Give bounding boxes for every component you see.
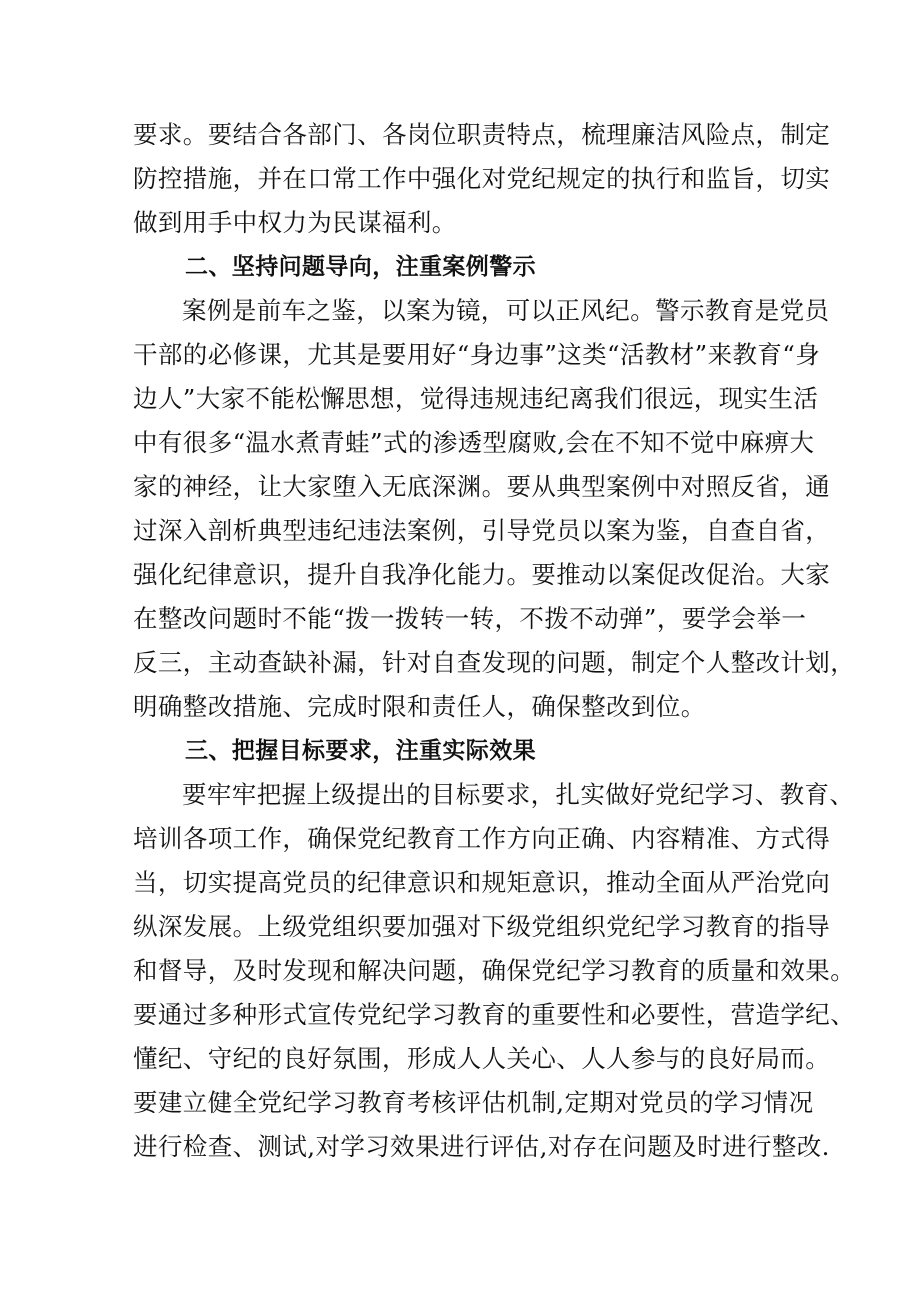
section-heading-2: 二、坚持问题导向，注重案例警示 <box>185 254 536 280</box>
body-text-line: 中有很多“温水煮青蛙”式的渗透型腐败,会在不知不觉中麻痹大 <box>133 428 815 457</box>
body-text-line: 反三，主动查缺补漏，针对自查发现的问题，制定个人整改计划， <box>133 648 856 677</box>
body-text-line: 要牢牢把握上级提出的目标要求，扎实做好党纪学习、教育、 <box>182 780 855 809</box>
body-text-line: 当，切实提高党员的纪律意识和规矩意识，推动全面从严治党向 <box>133 868 831 897</box>
body-text-line: 干部的必修课，尤其是要用好“身边事”这类“活教材”来教育“身 <box>133 340 821 369</box>
section-heading-3: 三、把握目标要求，注重实际效果 <box>185 738 536 764</box>
body-text-line: 要建立健全党纪学习教育考核评估机制,定期对党员的学习情况 <box>133 1088 814 1117</box>
body-text-line: 纵深发展。上级党组织要加强对下级党组织党纪学习教育的指导 <box>133 912 831 941</box>
body-text-line: 家的神经，让大家堕入无底深渊。要从典型案例中对照反省，通 <box>133 472 831 501</box>
body-text-line: 明确整改措施、完成时限和责任人，确保整改到位。 <box>133 692 706 721</box>
body-text-line: 做到用手中权力为民谋福利。 <box>133 208 457 237</box>
body-text-line: 防控措施，并在口常工作中强化对党纪规定的执行和监旨，切实 <box>133 164 831 193</box>
body-text-line: 过深入剖析典型违纪违法案例，引导党员以案为鉴，自查自省， <box>133 516 831 545</box>
body-text-line: 在整改问题时不能“拨一拨转一转，不拨不动弹”，要学会举一 <box>133 604 807 633</box>
body-text-line: 要求。要结合各部门、各岗位职责特点，梳理廉洁风险点，制定 <box>133 120 831 149</box>
body-text-line: 边人”大家不能松懈思想，觉得违规违纪离我们很远，现实生活 <box>133 384 819 413</box>
body-text-line: 和督导，及时发现和解决问题，确保党纪学习教育的质量和效果。 <box>133 956 856 985</box>
body-text-line: 强化纪律意识，提升自我净化能力。要推动以案促改促治。大家 <box>133 560 831 589</box>
body-text-line: 进行检查、测试,对学习效果进行评估,对存在问题及时进行整改. <box>133 1132 830 1161</box>
body-text-line: 懂纪、守纪的良好氛围，形成人人关心、人人参与的良好局而。 <box>133 1044 831 1073</box>
body-text-line: 培训各项工作，确保党纪教育工作方向正确、内容精准、方式得 <box>133 824 831 853</box>
body-text-line: 要通过多种形式宣传党纪学习教育的重要性和必要性，营造学纪、 <box>133 1000 856 1029</box>
body-text-line: 案例是前车之鉴，以案为镜，可以正风纪。警示教育是党员 <box>182 296 830 325</box>
